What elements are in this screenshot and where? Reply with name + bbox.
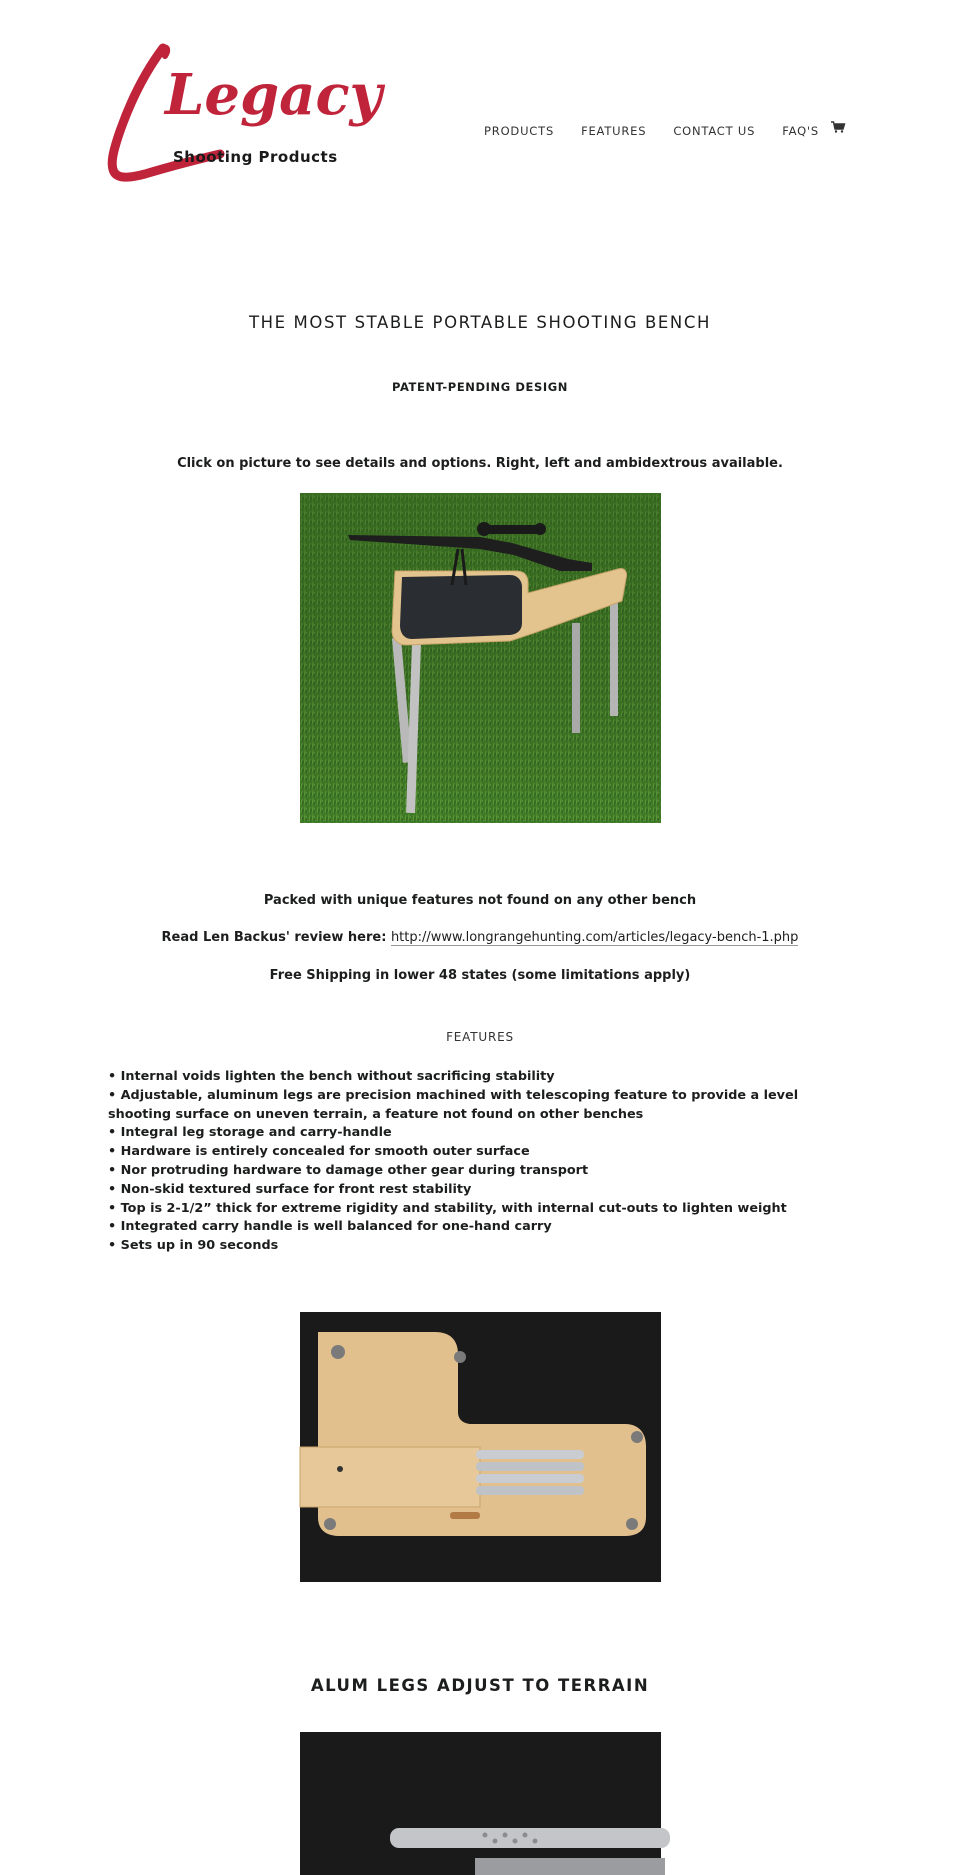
feature-item: • Integrated carry handle is well balanced for one-hand carry <box>108 1219 552 1235</box>
leg-storage-photo[interactable] <box>300 1312 661 1582</box>
feature-item: • Adjustable, aluminum legs are precision machined with telescoping feature to provide a level shooting surface on uneven terrain, a feature not found on other benches <box>108 1087 799 1122</box>
site-header <box>0 0 960 200</box>
nav-faqs[interactable]: FAQ'S <box>782 124 819 138</box>
alum-legs-photo[interactable] <box>300 1732 661 1875</box>
feature-item: • Top is 2-1/2” thick for extreme rigidity and stability, with internal cut-outs to lighten weight <box>108 1200 787 1216</box>
intro-text: Click on picture to see details and options. Right, left and ambidextrous available. <box>177 456 783 471</box>
hero-title: THE MOST STABLE PORTABLE SHOOTING BENCH <box>249 313 711 332</box>
packed-text: Packed with unique features not found on any other bench <box>263 893 697 908</box>
feature-item: • Nor protruding hardware to damage other gear during transport <box>108 1162 589 1178</box>
review-link[interactable]: http://www.longrangehunting.com/articles/legacy-bench-1.php <box>390 930 799 945</box>
logo-subtitle: Shooting Products <box>173 148 338 166</box>
nav-contact-us[interactable]: CONTACT US <box>673 124 756 138</box>
cart-icon[interactable] <box>831 121 845 133</box>
feature-list <box>108 1068 828 1256</box>
shipping-text: Free Shipping in lower 48 states (some limitations apply) <box>269 968 691 983</box>
bench-photo[interactable] <box>300 493 661 823</box>
nav-features[interactable]: FEATURES <box>581 124 647 138</box>
feature-item: • Integral leg storage and carry-handle <box>108 1125 392 1141</box>
nav-products[interactable]: PRODUCTS <box>484 124 555 138</box>
feature-item: • Sets up in 90 seconds <box>108 1238 279 1254</box>
hero-subtitle: PATENT-PENDING DESIGN <box>391 380 569 394</box>
legacy-logo[interactable] <box>105 42 383 187</box>
main-nav <box>457 124 845 138</box>
logo-script-text: Legacy <box>165 62 383 128</box>
feature-item: • Hardware is entirely concealed for smooth outer surface <box>108 1144 530 1160</box>
legs-section-title: ALUM LEGS ADJUST TO TERRAIN <box>310 1676 650 1695</box>
feature-item: • Internal voids lighten the bench without sacrificing stability <box>108 1069 555 1084</box>
review-line <box>0 930 960 945</box>
review-prefix: Read Len Backus' review here: <box>161 930 391 945</box>
feature-item: • Non-skid textured surface for front rest stability <box>108 1181 472 1197</box>
features-heading: FEATURES <box>446 1030 514 1044</box>
